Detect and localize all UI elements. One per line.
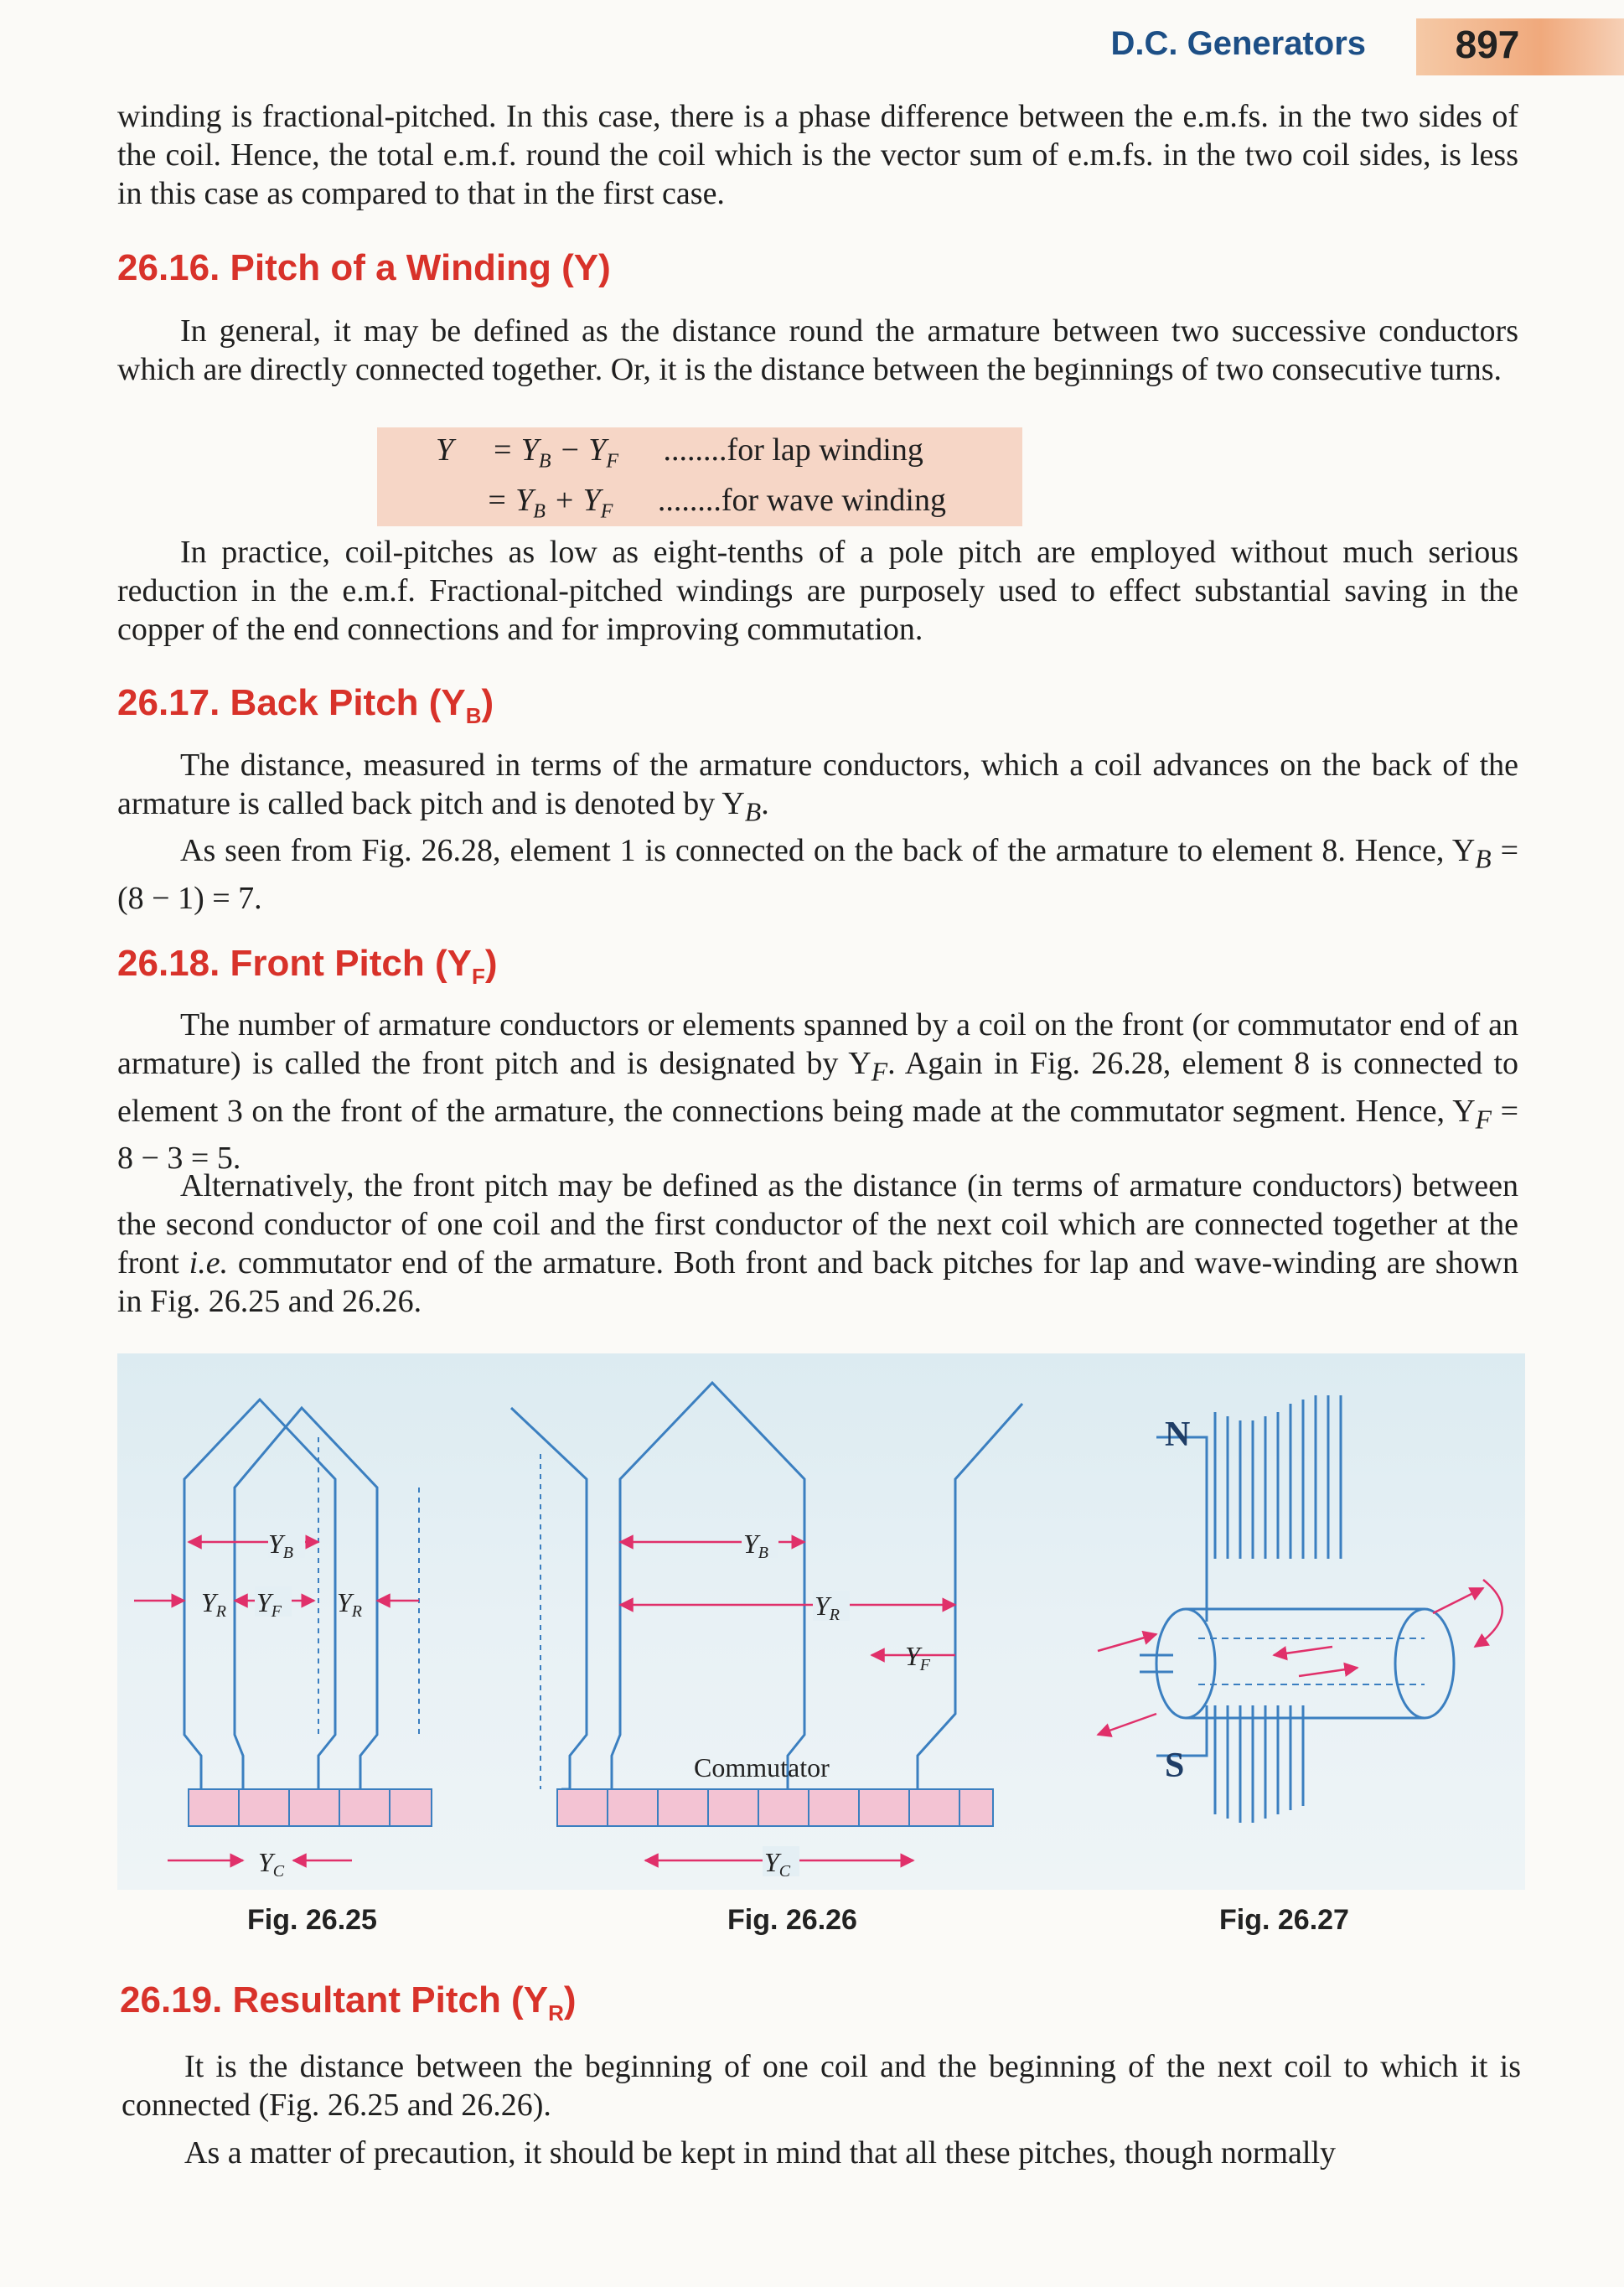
heading-26-19-end: ) <box>563 1979 577 2021</box>
eq1-lhs: Y <box>436 432 454 468</box>
figures-panel <box>117 1353 1525 1890</box>
winding-diagrams <box>117 1353 1525 1890</box>
front-pitch-def-sub-2: F <box>1475 1105 1492 1135</box>
eq2-note: ........for wave winding <box>657 483 946 518</box>
chapter-title: D.C. Generators <box>1110 25 1366 62</box>
eq2-sub-f: F <box>600 500 613 523</box>
front-pitch-def-text-2: . Again in Fig. 26.28, element 8 is connected to element 3 on the front of the armature, the connections being made at the commutator segment. Hence, Y <box>117 1046 1518 1129</box>
heading-26-17 <box>117 682 494 729</box>
lap-yr2-sub: R <box>351 1602 363 1621</box>
lap-yf-y: Y <box>256 1587 272 1617</box>
eq1-rhs: = Y <box>491 432 539 468</box>
heading-26-18-end: ) <box>484 943 498 984</box>
wave-yb-sub: B <box>758 1544 769 1562</box>
coil-pitch-practice-paragraph: In practice, coil-pitches as low as eight-tenths of a pole pitch are employed without much serious reduction in the e.m.f. Fractional-pitched windings are purposely used to effect substantial saving in the copper of the end connections and for improving commutation. <box>117 535 1518 647</box>
wave-commutator <box>557 1789 993 1826</box>
wave-yb-y: Y <box>743 1529 758 1559</box>
lap-commutator <box>189 1789 432 1826</box>
front-pitch-alternative <box>117 1167 1518 1321</box>
eq2-op: + Y <box>545 483 601 518</box>
back-pitch-def-text: The distance, measured in terms of the armature conductors, which a coil advances on the back of the armature is called back pitch and is denoted by Y <box>117 748 1518 821</box>
fig-26-27-diagram <box>1098 1395 1502 1823</box>
lap-yf-sub: F <box>271 1602 282 1621</box>
s-pole <box>1215 1705 1303 1823</box>
wave-yf-sub: F <box>919 1656 931 1674</box>
lap-yr2-y: Y <box>337 1587 352 1617</box>
back-pitch-definition <box>117 746 1518 832</box>
lap-yr-left-label <box>201 1587 226 1621</box>
precaution-paragraph: As a matter of precaution, it should be kept in mind that all these pitches, though normally <box>184 2135 1337 2171</box>
front-pitch-alt-text: Alternatively, the front pitch may be defined as the distance (in terms of armature conductors) between the second conductor of one coil and the first conductor of the next coil which are connected together at the front <box>117 1168 1518 1281</box>
lap-yc-label <box>258 1847 285 1881</box>
wave-yr-sub: R <box>829 1606 840 1624</box>
north-pole-label: N <box>1165 1415 1191 1454</box>
wave-yc-sub: C <box>778 1862 791 1881</box>
lap-yb-y: Y <box>268 1529 283 1559</box>
equation-lap <box>436 432 923 473</box>
eq1-sub-b: B <box>538 450 551 473</box>
eq2-sub-b: B <box>533 500 546 523</box>
lap-yb-sub: B <box>282 1544 294 1562</box>
eq1-note: ........for lap winding <box>663 432 923 468</box>
wave-yr-y: Y <box>815 1591 830 1621</box>
heading-26-17-sub: B <box>465 702 482 728</box>
eq1-op: − Y <box>551 432 607 468</box>
resultant-pitch-definition: It is the distance between the beginning of one coil and the beginning of the next coil to which it is connected (Fig. 26.25 and 26.26). <box>122 2049 1521 2123</box>
heading-26-17-end: ) <box>481 682 494 723</box>
back-pitch-ex-end: = (8 − 1) = 7. <box>117 833 1519 916</box>
wave-coil-right <box>918 1404 1022 1789</box>
fig-26-26-caption: Fig. 26.26 <box>727 1904 857 1936</box>
back-pitch-example <box>117 831 1518 918</box>
front-pitch-alt-ie: i.e. <box>189 1245 229 1281</box>
fig-26-25-diagram <box>117 1400 432 1881</box>
heading-26-18 <box>117 943 498 990</box>
back-pitch-ex-text: As seen from Fig. 26.28, element 1 is connected on the back of the armature to element 8. Hence, Y <box>180 833 1476 868</box>
heading-26-19 <box>120 1979 577 2026</box>
wave-yf-label <box>905 1641 931 1674</box>
wave-yc-y: Y <box>764 1847 779 1877</box>
south-pole-label: S <box>1165 1746 1185 1785</box>
heading-26-19-sub: R <box>548 2000 564 2026</box>
heading-26-16: 26.16. Pitch of a Winding (Y) <box>117 247 611 288</box>
wave-yf-y: Y <box>905 1641 920 1671</box>
pitch-definition-paragraph: In general, it may be defined as the distance round the armature between two successive conductors which are directly connected together. Or, it is the distance between the beginnings of two consecutive turns. <box>117 313 1518 387</box>
back-pitch-def-sub: B <box>744 797 762 827</box>
eq1-sub-f: F <box>606 450 619 473</box>
heading-26-19-text: 26.19. Resultant Pitch (Y <box>120 1979 549 2021</box>
eq2-rhs: = Y <box>486 483 534 518</box>
intro-paragraph: winding is fractional-pitched. In this case, there is a phase difference between the e.m.fs. in the two sides of the coil. Hence, the total e.m.f. round the coil which is the vector sum of e.m.fs. in the two coil sides, is less in this case as compared to that in the first case. <box>117 99 1518 211</box>
back-pitch-ex-sub: B <box>1475 844 1492 874</box>
front-pitch-def-sub: F <box>871 1057 888 1087</box>
back-pitch-def-end: . <box>761 786 769 821</box>
wave-coil-mid <box>612 1383 804 1789</box>
lap-yc-y: Y <box>258 1847 273 1877</box>
heading-26-17-text: 26.17. Back Pitch (Y <box>117 682 466 723</box>
commutator-label: Commutator <box>694 1752 830 1783</box>
lap-yr-right-label <box>337 1587 362 1621</box>
page-number: 897 <box>1455 23 1520 66</box>
heading-26-18-text: 26.18. Front Pitch (Y <box>117 943 472 984</box>
equation-wave <box>486 482 946 524</box>
front-pitch-alt-text-2: commutator end of the armature. Both front and back pitches for lap and wave-winding are shown in Fig. 26.25 and 26.26. <box>117 1245 1518 1319</box>
wave-coil-left <box>511 1408 587 1789</box>
fig-26-27-caption: Fig. 26.27 <box>1219 1904 1349 1936</box>
front-pitch-def-text: The number of armature conductors or elements spanned by a coil on the front (or commutator end of an armature) is called the front pitch and is designated by Y <box>117 1007 1518 1081</box>
fig-26-25-caption: Fig. 26.25 <box>247 1904 377 1936</box>
front-pitch-definition <box>117 1006 1518 1177</box>
heading-26-18-sub: F <box>471 963 485 989</box>
armature-cylinder <box>1140 1609 1454 1718</box>
front-pitch-def-end: = 8 − 3 = 5. <box>117 1093 1518 1177</box>
lap-yc-sub: C <box>272 1862 285 1881</box>
lap-yr1-y: Y <box>201 1587 216 1617</box>
fig-26-26-diagram <box>511 1383 1022 1881</box>
n-pole <box>1215 1395 1341 1559</box>
lap-yr1-sub: R <box>215 1602 227 1621</box>
